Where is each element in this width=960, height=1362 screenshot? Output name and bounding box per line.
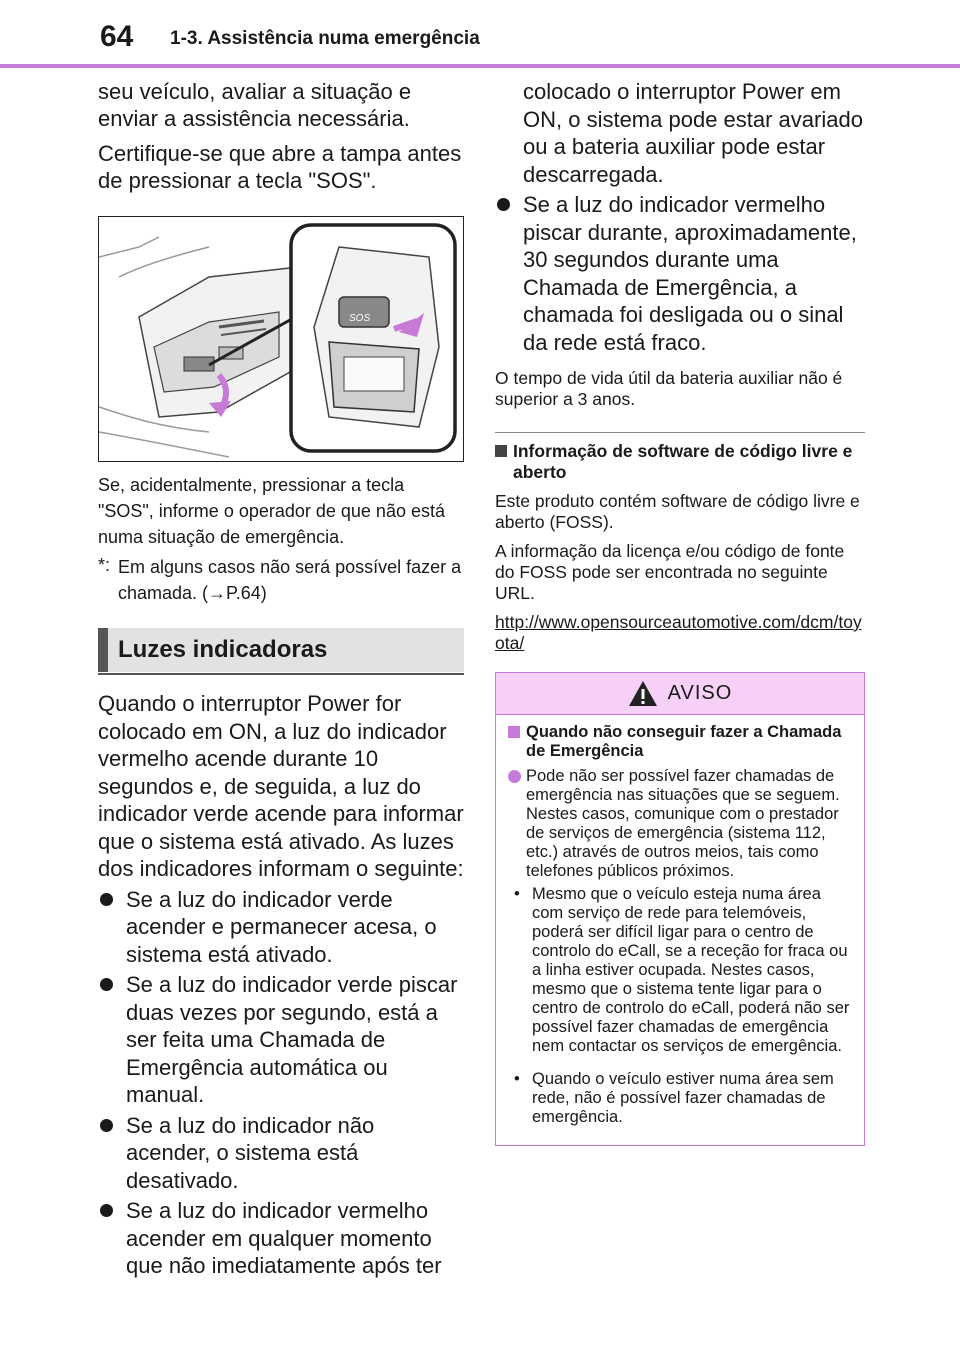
footnote — [98, 554, 464, 606]
bullet-dot-icon — [100, 1119, 113, 1132]
foss-section — [495, 432, 865, 654]
foss-heading — [495, 441, 865, 483]
warning-dot-text: Pode não ser possível fazer chamadas de emergência nas situações que se seguem. Nestes casos, comunique com o prestador de serviços de emergência (sistema 112, etc.) através de outros meios, tais como telefones públicos próximos. — [526, 767, 840, 880]
foss-heading-text: Informação de software de código livre e aberto — [513, 441, 853, 482]
foss-url-link[interactable]: http://www.opensourceautomotive.com/dcm/toyota/ — [495, 612, 862, 653]
list-item-text: Se a luz do indicador verde acender e permanecer acesa, o sistema está ativado. — [126, 886, 437, 967]
bullet-dot-icon — [100, 893, 113, 906]
page-number: 64 — [100, 20, 134, 53]
list-item — [98, 971, 464, 1109]
footnote-mark: *: — [98, 555, 111, 575]
warning-subheading — [508, 723, 852, 761]
warning-body — [496, 715, 864, 1145]
list-item-text: Se a luz do indicador verde piscar duas vezes por segundo, está a ser feita uma Chamada de Emergência automática ou manual. — [126, 972, 458, 1107]
sos-button-label: SOS — [349, 313, 371, 324]
intro-instruction: Certifique-se que abre a tampa antes de pressionar a tecla "SOS". — [98, 141, 462, 193]
warning-dot-item — [508, 767, 852, 881]
warning-header — [496, 673, 864, 715]
section-paragraph: Quando o interruptor Power for colocado em ON, a luz do indicador vermelho acende durante 10 segundos e, de seguida, a luz do indicador verde acende para informar que o sistema está ativado. As luzes dos indicadores informam o seguinte: — [98, 691, 464, 881]
list-item — [98, 886, 464, 969]
foss-paragraph-2: A informação da licença e/ou código de fonte do FOSS pode ser encontrada no seguinte URL. — [495, 541, 845, 603]
warning-bullet-item — [508, 1070, 852, 1127]
intro-paragraph: seu veículo, avaliar a situação e enviar a assistência necessária. — [98, 79, 412, 131]
list-item — [98, 1197, 464, 1280]
footnote-text: Em alguns casos não será possível fazer a chamada. (→P.64) — [118, 557, 462, 603]
left-column — [98, 78, 464, 1280]
list-item — [98, 1112, 464, 1195]
circle-bullet-icon — [508, 770, 521, 783]
right-column — [495, 78, 865, 1146]
list-item-text: Se a luz do indicador vermelho acender em qualquer momento que não imediatamente após ter — [126, 1198, 442, 1278]
section-heading: Luzes indicadoras — [118, 636, 328, 663]
warning-bullet-item — [508, 885, 852, 1056]
section-title: 1-3. Assistência numa emergência — [170, 28, 480, 49]
section-heading-box — [98, 628, 464, 672]
warning-subheading-text: Quando não conseguir fazer a Chamada de Emergência — [526, 723, 842, 760]
continued-text: colocado o interruptor Power em ON, o sistema pode estar avariado ou a bateria auxiliar pode estar descarregada. — [523, 79, 863, 187]
figure-caption: Se, acidentalmente, pressionar a tecla "SOS", informe o operador de que não está numa situação de emergência. — [98, 475, 445, 547]
page-header — [0, 0, 960, 68]
square-bullet-icon — [508, 726, 520, 738]
warning-bullet-text: Quando o veículo estiver numa área sem rede, não é possível fazer chamadas de emergência. — [532, 1070, 834, 1126]
sos-button-figure — [98, 216, 464, 462]
header-rule — [0, 64, 960, 68]
warning-title: AVISO — [667, 682, 733, 704]
warning-bullet-text: Mesmo que o veículo esteja numa área com serviço de rede para telemóveis, poderá ser difícil ligar para o centro de controlo do eCall, se a receção for fraca ou a linha estiver ocupada. Nestes casos, mesmo que o sistema tente ligar para o centro de controlo do eCall, poderá não ser possível fazer chamadas de emergência nem contactar os serviços de emergência. — [532, 885, 850, 1055]
bullet-dot-icon — [497, 198, 510, 211]
bullet-dot-icon — [100, 978, 113, 991]
indicator-list-continued — [495, 191, 865, 356]
bullet-dot-icon — [100, 1204, 113, 1217]
indicator-list — [98, 886, 464, 1280]
square-bullet-icon — [495, 445, 507, 457]
overhead-console-illustration — [99, 217, 464, 462]
list-item-text: Se a luz do indicador vermelho piscar durante, aproximadamente, 30 segundos durante uma Chamada de Emergência, a chamada foi desligada ou o sinal da rede está fraco. — [523, 192, 857, 355]
bullet-mark: • — [514, 1070, 520, 1088]
list-item-text: Se a luz do indicador não acender, o sistema está desativado. — [126, 1112, 375, 1193]
warning-triangle-icon — [628, 680, 658, 707]
list-item — [495, 191, 865, 356]
battery-note: O tempo de vida útil da bateria auxiliar não é superior a 3 anos. — [495, 368, 843, 409]
bullet-mark: • — [514, 885, 520, 903]
foss-paragraph-1: Este produto contém software de código livre e aberto (FOSS). — [495, 491, 860, 532]
warning-box — [495, 672, 865, 1146]
